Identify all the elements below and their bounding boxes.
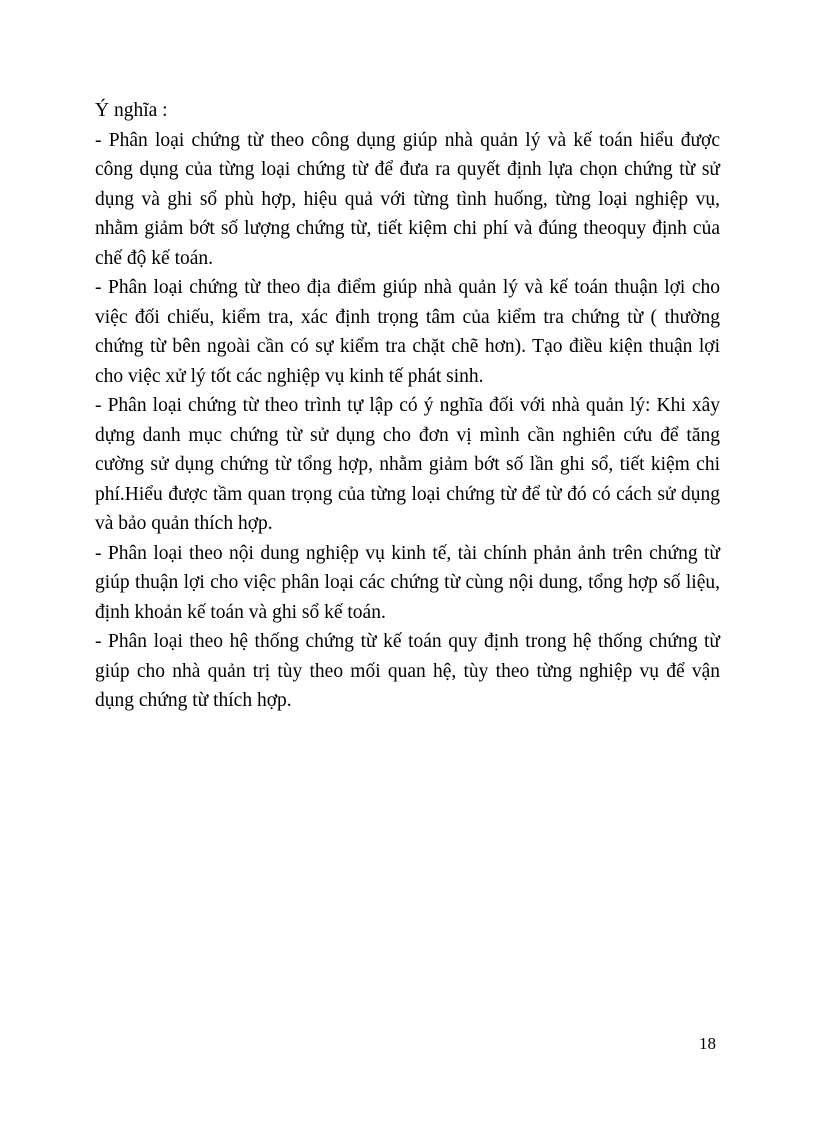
paragraph-order-classification: - Phân loại chứng từ theo trình tự lập có ý nghĩa đối với nhà quản lý: Khi xây dựng danh mục chứng từ sử dụng cho đơn vị mình cần nghiên cứu để tăng cường sử dụng chứng từ tổng hợp, nhằm giảm bớt số lần ghi sổ, tiết kiệm chi phí.Hiểu được tầm quan trọng của từng loại chứng từ để từ đó có cách sử dụng và bảo quản thích hợp. xyxy=(95,395,720,534)
paragraph-usage-classification: - Phân loại chứng từ theo công dụng giúp nhà quản lý và kế toán hiểu được công dụng của từng loại chứng từ để đưa ra quyết định lựa chọn chứng từ sử dụng và ghi sổ phù hợp, hiệu quả với từng tình huống, từng loại nghiệp vụ, nhằm giảm bớt số lượng chứng từ, tiết kiệm chi phí và đúng theoquy định của chế độ kế toán. xyxy=(95,129,720,269)
paragraph-location-classification: - Phân loại chứng từ theo địa điểm giúp nhà quản lý và kế toán thuận lợi cho việc đối chiếu, kiểm tra, xác định trọng tâm của kiểm tra chứng từ ( thường chứng từ bên ngoài cần có sự kiểm tra chặt chẽ hơn). Tạo điều kiện thuận lợi cho việc xử lý tốt các nghiệp vụ kinh tế phát sinh. xyxy=(95,277,720,387)
page-number: 18 xyxy=(699,1034,716,1053)
document-body xyxy=(95,96,720,716)
paragraph-content-classification: - Phân loại theo nội dung nghiệp vụ kinh tế, tài chính phản ảnh trên chứng từ giúp thuận lợi cho việc phân loại các chứng từ cùng nội dung, tổng hợp số liệu, định khoản kế toán và ghi sổ kế toán. xyxy=(95,542,720,623)
section-heading: Ý nghĩa : xyxy=(95,100,168,121)
paragraph-system-classification: - Phân loại theo hệ thống chứng từ kế toán quy định trong hệ thống chứng từ giúp cho nhà quản trị tùy theo mối quan hệ, tùy theo từng nghiệp vụ để vận dụng chứng từ thích hợp. xyxy=(95,631,720,711)
